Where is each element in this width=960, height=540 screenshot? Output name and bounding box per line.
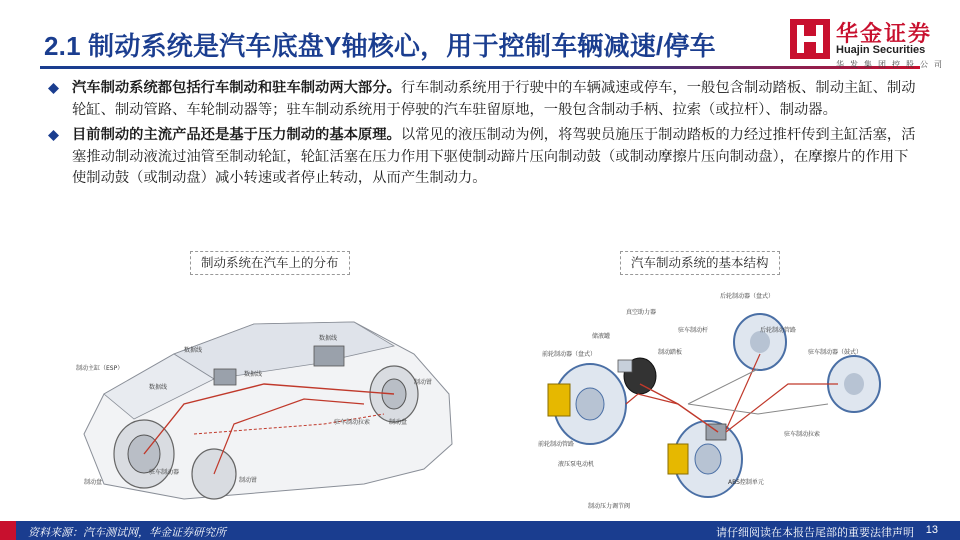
right-figure-caption: 汽车制动系统的基本结构 (620, 251, 780, 275)
brake-label: 制动踏板 (658, 349, 683, 356)
brake-label: 前轮制动管路 (538, 441, 575, 448)
logo-subtitle: 华发集团控股公司 (836, 60, 948, 69)
bullet-lead: 目前制动的主流产品还是基于压力制动的基本原理。 (72, 127, 401, 143)
brake-label: 前轮制动器（盘式） (542, 351, 597, 358)
footer-bar (0, 521, 960, 540)
car-label: 驻车制动拉索 (334, 419, 371, 426)
car-label: 制动主缸（ESP） (76, 365, 124, 372)
brake-label: 真空助力器 (626, 309, 657, 316)
brake-label: 后轮制动器（盘式） (720, 293, 775, 300)
brake-label: 驻车制动拉索 (784, 431, 821, 438)
footer-accent (0, 521, 16, 540)
brake-label: 制动压力调节阀 (588, 503, 631, 510)
logo-chinese-name: 华金证券 (836, 22, 933, 47)
diamond-bullet-icon (48, 130, 59, 141)
huajin-logo-icon (790, 19, 830, 59)
bullet-list (48, 78, 918, 194)
bullet-text: 行车制动系统用于行驶中的车辆减速或停车，一般包含制动踏板、制动主缸、制动轮缸、制动管路、车轮制动器等；驻车制动系统用于停驶的汽车驻留原地，一般包含制动手柄、拉索（或拉杆）、制动器。 (72, 80, 916, 118)
brake-label: ABS控制单元 (728, 479, 764, 486)
car-brake-distribution-figure (64, 284, 456, 516)
page-number: 13 (925, 524, 938, 536)
car-label: 制动钳 (239, 477, 258, 484)
bullet-text: 以常见的液压制动为例，将驾驶员施压于制动踏板的力经过推杆传到主缸活塞，活塞推动制动液流过油管至制动轮缸，轮缸活塞在压力作用下驱使制动蹄片压向制动鼓（或制动摩擦片压向制动盘），在摩擦片的作用下使制动鼓（或制动盘）减小转速或者停止转动，从而产生制动力。 (72, 127, 916, 186)
title-divider (40, 66, 920, 69)
logo-english-name: Huajin Securities (836, 44, 926, 56)
car-label: 制动钳 (414, 379, 433, 386)
brake-system-structure-figure (528, 284, 900, 516)
bullet-item (48, 78, 918, 121)
brake-label: 后轮制动管路 (760, 327, 797, 334)
brake-label: 储液罐 (592, 333, 611, 340)
brake-label: 液压泵电动机 (558, 461, 595, 468)
company-logo (790, 17, 950, 73)
source-note: 资料来源：汽车测试网，华金证券研究所 (28, 526, 226, 539)
car-label: 数据线 (149, 384, 168, 391)
car-label: 数据线 (244, 371, 263, 378)
legal-notice: 请仔细阅读在本报告尾部的重要法律声明 (716, 526, 914, 539)
car-label: 制动盘 (389, 419, 408, 426)
car-label: 数据线 (319, 335, 338, 342)
brake-label: 驻车制动器（鼓式） (808, 349, 863, 356)
bullet-item (48, 125, 918, 190)
left-figure-caption: 制动系统在汽车上的分布 (190, 251, 350, 275)
brake-label: 驻车制动杆 (678, 327, 709, 334)
car-label: 数据线 (184, 347, 203, 354)
bullet-lead: 汽车制动系统都包括行车制动和驻车制动两大部分。 (72, 80, 401, 96)
page-title: 2.1 制动系统是汽车底盘Y轴核心，用于控制车辆减速/停车 (44, 31, 716, 61)
car-label: 制动盘 (84, 479, 103, 486)
diamond-bullet-icon (48, 83, 59, 94)
car-label: 驻车制动器 (149, 469, 180, 476)
